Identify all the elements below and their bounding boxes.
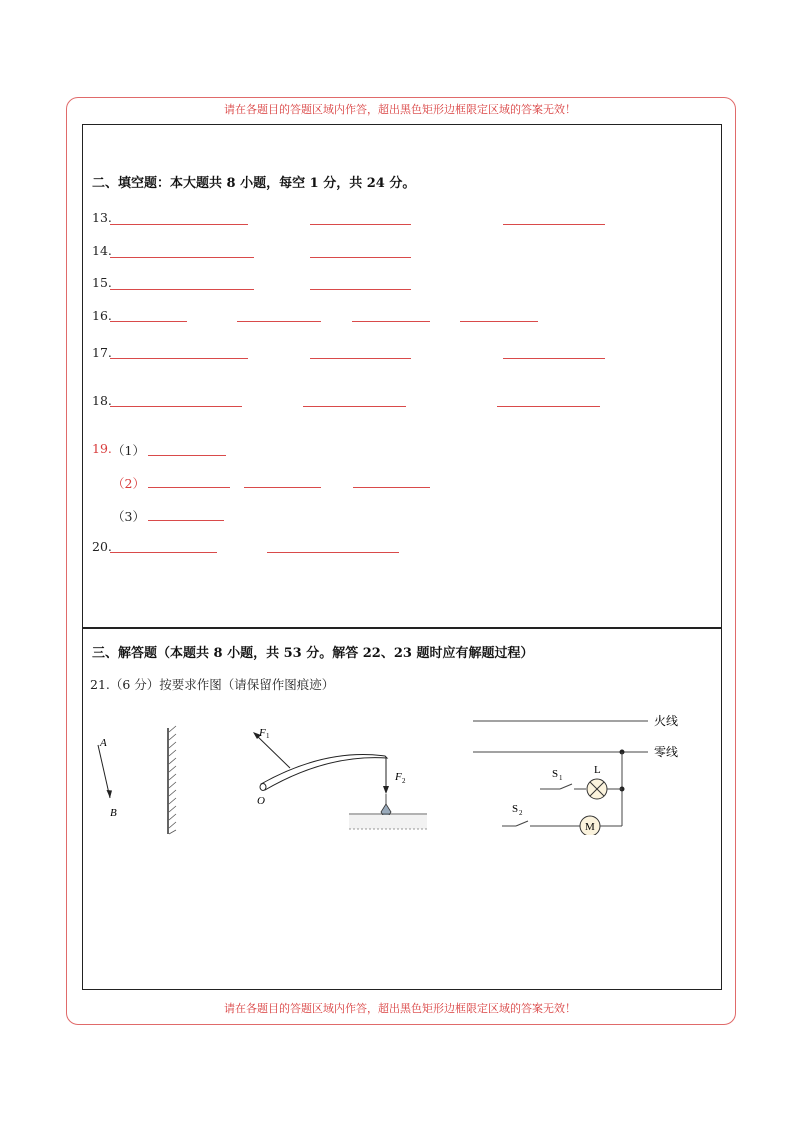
q19-part2-blank-1[interactable] [148,487,230,488]
segment-ab [98,745,110,798]
label-s1: S [552,768,559,780]
figure-fishing-rod [245,718,435,843]
label-f2: F [395,771,402,783]
figure-household-circuit [468,705,698,835]
q18-number: 18. [92,393,112,408]
q18-blank-2[interactable] [303,406,406,407]
switch-s1[interactable] [560,784,572,789]
q15-blank-1[interactable] [110,289,254,290]
q16-number: 16. [92,308,112,323]
q17-blank-3[interactable] [503,358,605,359]
q21-prompt: 21.（6 分）按要求作图（请保留作图痕迹） [90,677,335,692]
q18-blank-3[interactable] [497,406,600,407]
q17-number: 17. [92,345,112,360]
switch-s2[interactable] [516,821,528,826]
q20-blank-2[interactable] [267,552,399,553]
q16-blank-4[interactable] [460,321,538,322]
q19-part2-label: （2） [112,476,145,491]
q19-part3-blank[interactable] [148,520,224,521]
bottom-notice: 请在各题目的答题区域内作答，超出黑色矩形边框限定区域的答案无效！ [224,1002,576,1015]
force-f1-arrow [255,734,290,768]
q15-number: 15. [92,275,112,290]
label-f1: F [259,727,266,739]
force-f2-arrowhead [383,786,389,794]
q19-part1-label: （1） [112,443,145,458]
label-f1-sub: 1 [266,732,270,740]
q18-blank-1[interactable] [110,406,242,407]
label-s2: S [512,803,519,815]
q19-number: 19. [92,441,112,456]
q17-blank-1[interactable] [110,358,248,359]
section2-title: 二、填空题：本大题共 8 小题，每空 1 分，共 24 分。 [92,176,416,191]
label-l: L [594,764,601,776]
label-f2-sub: 2 [402,777,406,785]
label-a: A [100,737,107,749]
q15-blank-2[interactable] [310,289,411,290]
q19-part2-blank-2[interactable] [244,487,321,488]
water-body [349,815,427,829]
q20-blank-1[interactable] [110,552,217,553]
q13-blank-3[interactable] [503,224,605,225]
mirror-hatching [169,726,176,834]
q19-part2-blank-3[interactable] [353,487,430,488]
q16-blank-3[interactable] [352,321,430,322]
q20-number: 20. [92,539,112,554]
q14-number: 14. [92,243,112,258]
label-s2-sub: 2 [519,809,523,817]
q19-part3-label: （3） [112,509,145,524]
neutral-wire-label: 零线 [654,745,679,759]
q14-blank-1[interactable] [110,257,254,258]
q16-blank-2[interactable] [237,321,321,322]
fishing-rod [261,755,387,790]
label-b: B [110,807,117,819]
q17-blank-2[interactable] [310,358,411,359]
section3-title: 三、解答题（本题共 8 小题，共 53 分。解答 22、23 题时应有解题过程） [92,646,534,661]
top-notice: 请在各题目的答题区域内作答，超出黑色矩形边框限定区域的答案无效！ [224,103,576,116]
rod-end-o [260,784,266,791]
label-o: O [257,795,265,807]
q13-blank-2[interactable] [310,224,411,225]
figure-mirror [88,720,198,840]
label-s1-sub: 1 [559,774,563,782]
q16-blank-1[interactable] [110,321,187,322]
q14-blank-2[interactable] [310,257,411,258]
live-wire-label: 火线 [654,714,679,728]
label-m: M [585,821,595,833]
q19-part1-blank[interactable] [148,455,226,456]
q13-number: 13. [92,210,112,225]
section2-box [82,124,722,629]
q13-blank-1[interactable] [110,224,248,225]
